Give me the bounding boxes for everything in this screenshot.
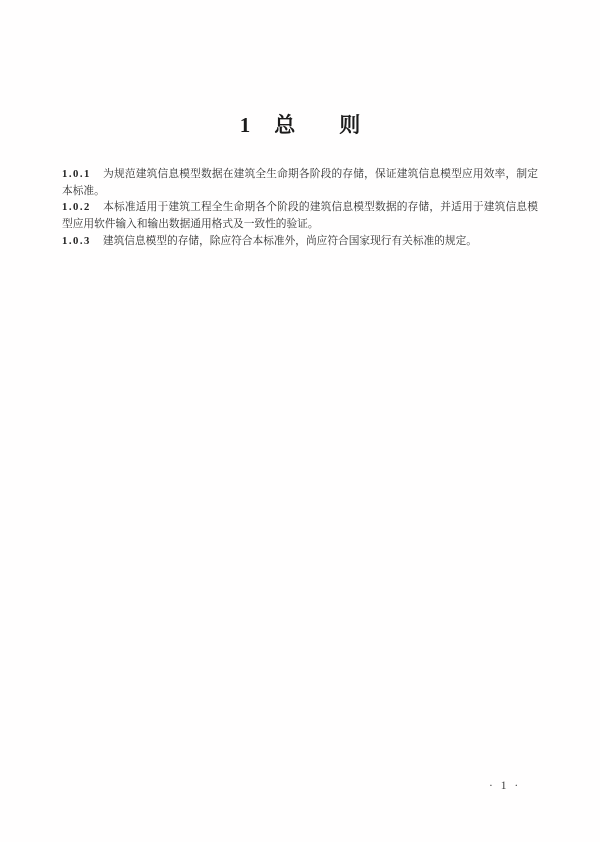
clause-text: 本标准适用于建筑工程全生命期各个阶段的建筑信息模型数据的存储，并适用于建筑信息模型应用软件输入和输出数据通用格式及一致性的验证。 <box>62 201 538 231</box>
chapter-number: 1 <box>239 113 251 137</box>
clause-paragraph-1-0-3 <box>62 233 538 250</box>
chapter-title-word-second: 则 <box>339 113 361 137</box>
clause-number: 1.0.3 <box>62 234 91 247</box>
page-number: · 1 · <box>489 780 521 792</box>
clause-paragraph-1-0-2 <box>62 199 538 232</box>
clause-list <box>62 166 538 250</box>
chapter-title-word-first: 总 <box>274 113 296 137</box>
clause-text: 为规范建筑信息模型数据在建筑全生命期各阶段的存储，保证建筑信息模型应用效率，制定本标准。 <box>62 168 538 197</box>
chapter-title <box>0 109 600 139</box>
clause-number: 1.0.2 <box>62 201 91 214</box>
clause-text: 建筑信息模型的存储，除应符合本标准外，尚应符合国家现行有关标准的规定。 <box>102 234 477 247</box>
clause-paragraph-1-0-1 <box>62 166 538 199</box>
clause-number: 1.0.1 <box>62 168 91 180</box>
